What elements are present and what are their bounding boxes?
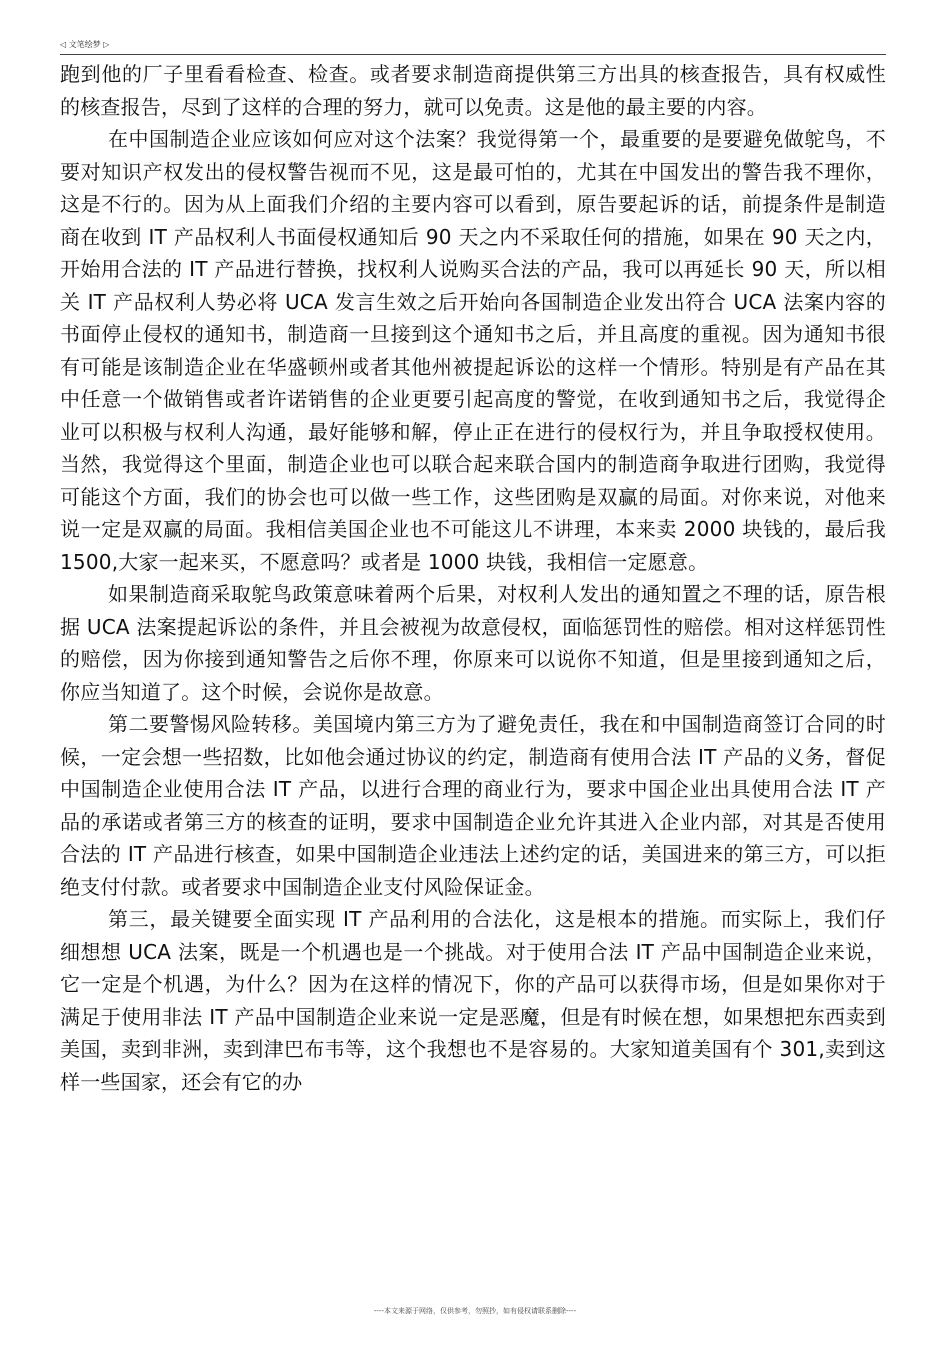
paragraph-legalization: 第三，最关键要全面实现 IT 产品利用的合法化，这是根本的措施。而实际上，我们仔细想想 UCA 法案，既是一个机遇也是一个挑战。对于使用合法 IT 产品中国制造企业来说，它一定是个机遇，为什么？因为在这样的情况下，你的产品可以获得市场，但是如果你对于满足于使用非法 IT 产品中国制造企业来说一定是恶魔，但是有时候在想，如果想把东西卖到美国，卖到非洲，卖到津巴布韦等，这个我想也不是容易的。大家知道美国有个 301,卖到这样一些国家，还会有它的办 [60,907,886,1094]
header-logo-text: ◁ 文笔绘梦 ▷ [60,40,110,49]
page-header [60,40,886,55]
paragraph-risk-transfer: 第二要警惕风险转移。美国境内第三方为了避免责任，我在和中国制造商签订合同的时候，一定会想一些招数，比如他会通过协议的约定，制造商有使用合法 IT 产品的义务，督促中国制造企业使用合法 IT 产品，以进行合理的商业行为，要求中国企业出具使用合法 IT 产品的承诺或者第三方的核查的证明，要求中国制造企业允许其进入企业内部，对其是否使用合法的 IT 产品进行核查，如果中国制造企业违法上述约定的话，美国进来的第三方，可以拒绝支付付款。或者要求中国制造企业支付风险保证金。 [60,712,886,899]
paragraph-continued: 跑到他的厂子里看看检查、检查。或者要求制造商提供第三方出具的核查报告，具有权威性的核查报告，尽到了这样的合理的努力，就可以免责。这是他的最主要的内容。 [60,62,886,119]
paragraph-ostrich-consequences: 如果制造商采取鸵鸟政策意味着两个后果，对权利人发出的通知置之不理的话，原告根据 UCA 法案提起诉讼的条件，并且会被视为故意侵权，面临惩罚性的赔偿。相对这样惩罚性的赔偿，因为你接到通知警告之后你不理，你原来可以说你不知道，但是里接到通知之后，你应当知道了。这个时候，会说你是故意。 [60,582,886,704]
paragraph-response-strategy: 在中国制造企业应该如何应对这个法案？我觉得第一个，最重要的是要避免做鸵鸟，不要对知识产权发出的侵权警告视而不见，这是最可怕的，尤其在中国发出的警告我不理你，这是不行的。因为从上面我们介绍的主要内容可以看到，原告要起诉的话，前提条件是制造商在收到 IT 产品权利人书面侵权通知后 90 天之内不采取任何的措施，如果在 90 天之内，开始用合法的 IT 产品进行替换，找权利人说购买合法的产品，我可以再延长 90 天，所以相关 IT 产品权利人势必将 UCA 发言生效之后开始向各国制造企业发出符合 UCA 法案内容的书面停止侵权的通知书，制造商一旦接到这个通知书之后，并且高度的重视。因为通知书很有可能是该制造企业在华盛顿州或者其他州被提起诉讼的这样一个情形。特别是有产品在其中任意一个做销售或者许诺销售的企业更要引起高度的警觉，在收到通知书之后，我觉得企业可以积极与权利人沟通，最好能够和解，停止正在进行的侵权行为，并且争取授权使用。当然，我觉得这个里面，制造企业也可以联合起来联合国内的制造商争取进行团购，我觉得可能这个方面，我们的协会也可以做一些工作，这些团购是双赢的局面。对你来说，对他来说一定是双赢的局面。我相信美国企业也不可能这儿不讲理，本来卖 2000 块钱的，最后我 1500,大家一起来买，不愿意吗？或者是 1000 块钱，我相信一定愿意。 [60,127,886,574]
page-footer-disclaimer: ----本文来源于网络，仅供参考，勿照抄，如有侵权请联系删除---- [373,1307,577,1315]
document-body [60,58,886,1098]
